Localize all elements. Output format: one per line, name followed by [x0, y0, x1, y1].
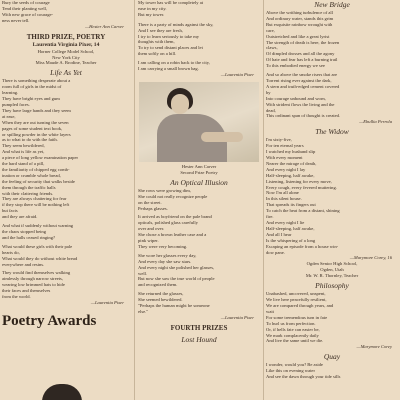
text-line: I am calling on a robin back to the city, — [138, 60, 210, 66]
text-line: Now I'm all alone — [266, 190, 299, 196]
poem-body — [266, 137, 398, 255]
text-line: The strength of death is here, the frozen — [266, 39, 340, 45]
text-line: And every night I lay — [266, 166, 306, 172]
text-line: dead, — [266, 107, 276, 113]
text-line: claws, — [266, 45, 278, 51]
winner-school — [2, 49, 130, 67]
text-line: She seemed bewildered. — [138, 297, 183, 303]
poem-fragment-top — [2, 0, 130, 24]
text-line: In this silent house. — [266, 196, 302, 202]
text-line: Into courage unbound and worn, — [266, 95, 326, 101]
text-line: And every day she saw stars. — [138, 258, 192, 264]
text-line: But exquisite rainbow wrought with — [266, 21, 333, 27]
text-line: Miss Maude A. Brodine, Teacher — [35, 60, 97, 66]
poem-title: Quay — [323, 352, 341, 362]
text-line: And every night I lie — [266, 220, 305, 225]
column-divider — [134, 0, 135, 400]
text-line: Or, if hells fate can easier be, — [266, 326, 320, 332]
text-line: I watched my husband slip — [266, 149, 316, 155]
text-line: learning. — [2, 90, 19, 96]
text-line: as to what to do with the faith. — [2, 137, 58, 143]
text-line: over and over. — [138, 226, 165, 232]
poem-title: The Widow — [315, 127, 349, 137]
text-line: They seem bewildered, — [2, 143, 45, 149]
text-line: This ordinant span of thought is created. — [266, 113, 341, 119]
text-line: Of dimpled drosses and all the agony — [266, 51, 335, 57]
portrait-photo — [42, 384, 82, 400]
photo-face — [171, 94, 189, 114]
text-line: Of hate and fear has left a burning trail — [266, 57, 338, 63]
text-line: the hard stand of a pill, — [2, 161, 45, 167]
text-line: With every moment — [266, 155, 303, 161]
signature: —Laurentia Pixer — [90, 299, 124, 305]
text-line: For ten eternal years — [266, 143, 304, 149]
text-line: She could not really recognize people — [138, 193, 208, 199]
text-line: aimlessly through narrow streets, — [2, 276, 63, 282]
text-line: pages of some student text book, — [2, 125, 63, 131]
text-line: Like this on evening water — [266, 368, 315, 374]
text-line: To hurl us from perfection. — [266, 320, 316, 326]
text-line: Escaping an episode from a house win- — [266, 243, 339, 249]
signature: —Ebullia Perrola — [359, 119, 392, 125]
text-line: care, — [266, 27, 275, 33]
text-line: And see the dawn through your tide sills — [266, 374, 341, 380]
text-line: It arrived as boyfriend on the pale brand — [138, 214, 212, 220]
text-line: With new grace of courage- — [2, 11, 54, 17]
text-line: There is a party of minds against the sky, — [138, 21, 214, 27]
portrait-photo — [139, 82, 259, 162]
text-line: To try to send distant places and let — [138, 45, 203, 51]
text-line: New York City — [52, 54, 80, 60]
text-line: everywhere and resins. — [2, 261, 45, 267]
prize-heading: FOURTH PRIZES — [170, 323, 228, 332]
text-line: They have large hands and they seem — [2, 107, 71, 113]
poem-body — [138, 188, 260, 315]
text-line: or spilling powder in the white layers — [2, 131, 71, 137]
section-title: Poetry Awards — [2, 312, 97, 329]
text-line: My tower has will be completely at — [138, 0, 204, 5]
text-line: And every night she polished her glasses, — [138, 264, 215, 270]
text-line: Unabashed, uncovered, unspent, — [266, 291, 326, 297]
text-line: a piece of long yellow examination paper — [2, 155, 79, 161]
text-line: I wonder, would you? Be aside — [266, 362, 323, 368]
text-line: but facts — [2, 208, 18, 214]
text-line: But my tower. — [138, 11, 165, 17]
poem-title: Life As Yet — [50, 68, 82, 78]
text-line: ination or crumble whole bread, — [2, 172, 61, 178]
text-line: And what if suddenly without warning — [2, 223, 74, 229]
text-line: When they are out turning the seven — [2, 119, 69, 125]
text-line: "Perhaps the human might be someone — [138, 303, 210, 309]
text-line: Listening, listening for every move, — [266, 178, 332, 184]
text-line: But now she saw the true world of people — [138, 276, 215, 282]
text-line: the familiarity of chipped egg comb- — [2, 166, 70, 172]
text-line: well. — [138, 270, 148, 276]
text-line: We live here peacefully resilient, — [266, 297, 327, 303]
text-line: them through the traffic halls — [2, 184, 56, 190]
winner-name: Laurentia Virginia Pixer, 14 — [32, 41, 100, 48]
text-line: pink wiper. — [138, 238, 159, 244]
text-line: hearts do, — [2, 249, 20, 255]
column-left — [2, 0, 130, 330]
text-line: if they stop there will be nothing left — [2, 202, 70, 208]
text-line: Outstretched and like a great lyrist — [266, 33, 330, 39]
text-line: What would they do without white bread — [2, 255, 78, 261]
text-line: by — [266, 89, 271, 95]
text-line: Is the whispering of a long — [266, 237, 316, 243]
text-line: opticals, polished glass carefully — [138, 220, 198, 226]
text-line: With strident flows the living and the — [266, 101, 335, 107]
text-line: Hester Ann Carver — [181, 163, 217, 169]
text-line: ease in my city. — [138, 5, 167, 11]
text-line: and they are afraid. — [2, 214, 38, 220]
text-line: And I see they are fresh, — [138, 27, 183, 33]
poem-fragment — [138, 22, 260, 72]
text-line: from the world. — [2, 294, 31, 300]
column-middle — [138, 0, 260, 345]
signature: —Laurentia Pixer — [220, 314, 254, 320]
text-line: and recognized them. — [138, 282, 178, 288]
text-line: They would find themselves walking — [2, 270, 71, 276]
poem-body — [266, 10, 398, 119]
poem-title: Philosophy — [315, 281, 349, 291]
text-line: They were very becoming. — [138, 243, 188, 249]
signature: —Marymore Corey, 16 — [349, 255, 392, 261]
text-line: They have bright eyes and gum — [2, 96, 60, 102]
text-line: Torrent rising ever against the dark, — [266, 77, 332, 83]
poem-body — [266, 291, 398, 344]
text-line: And what is life as yet, — [2, 149, 45, 155]
text-line: I try to learn seriously to take my — [138, 33, 200, 39]
text-line: They are always chattering for fear — [2, 196, 67, 202]
poem-title: Lost Hound — [181, 334, 217, 344]
signature: —Laurentia Pixer — [220, 71, 254, 77]
signature: —Marymore Corey — [356, 344, 392, 350]
text-line: on the street. — [138, 199, 162, 205]
text-line: She chose a brown leather case and a — [138, 232, 207, 238]
text-line: with their clattering friends. — [2, 190, 54, 196]
text-line: room full of girls in the midst of — [2, 84, 62, 90]
signature: —Hester Ann Carver — [85, 23, 124, 29]
text-line: We are compared through years, and — [266, 302, 334, 308]
photo-caption — [138, 164, 260, 176]
text-line: pumpled faces. — [2, 101, 30, 107]
text-line: their faces and themselves — [2, 288, 51, 294]
column-right — [266, 0, 398, 380]
text-line: That spreads its fingers out — [266, 202, 316, 208]
text-line: There is something desperate about a — [2, 78, 71, 84]
text-line: wearing low brimmed hats to hide — [2, 282, 65, 288]
text-line: She returned the glasses, — [138, 291, 184, 297]
text-line: them softly on a hill. — [138, 51, 177, 57]
text-line: the chaos stopped being — [2, 229, 47, 234]
poem-body — [2, 78, 130, 300]
text-line: at ease, — [2, 113, 16, 119]
text-line: and the halls ceased ringing? — [2, 234, 56, 240]
text-line: Mr. W. R. Thornley, Teacher — [305, 273, 359, 279]
text-line: dow pane. — [266, 249, 285, 255]
prize-heading: THIRD PRIZE, POETRY — [26, 32, 106, 41]
text-line: And all I hear — [266, 231, 292, 237]
text-line: For some tremendous turn in fate — [266, 314, 328, 320]
text-line: And so above the smoke risers that are — [266, 72, 338, 78]
text-line: A stern and truth-edged cement covered — [266, 83, 340, 89]
text-line: We mark complacently daily — [266, 332, 319, 338]
text-line: She rows were growing dim, — [138, 187, 191, 193]
text-line: Above the writhing turbulence of all — [266, 10, 333, 15]
text-line: And live the same until we die. — [266, 338, 324, 344]
text-line: the feeling of security that walks beside — [2, 178, 75, 184]
text-line: ness never tell. — [2, 17, 30, 23]
text-line: And ordinary water, stands this grim — [266, 15, 334, 21]
text-line: To this embodied energy we see — [266, 63, 325, 69]
text-line: Perhaps glasses. — [138, 205, 168, 211]
text-line: Every cough, every fevered muttering. — [266, 184, 337, 190]
text-line: I am carrying a small brown bag. — [138, 66, 199, 72]
text-line: Bury the seeds of courage — [2, 0, 50, 5]
photo-arm — [201, 132, 243, 142]
text-line: I'm sixty-five, — [266, 137, 292, 143]
text-line: Second Prize Poetry — [180, 169, 218, 175]
poem-title: New Bridge — [314, 0, 350, 9]
text-line: Half-sleeping, half awake, — [266, 172, 315, 178]
text-line: fire. — [266, 214, 274, 220]
text-line: thoughts with them, — [138, 39, 175, 45]
text-line: She wore her glasses every day, — [138, 252, 197, 258]
text-line: What would these girls with their pale — [2, 243, 73, 249]
text-line: Ogden, Utah — [320, 267, 344, 273]
text-line: Horner College Model School, — [37, 48, 95, 54]
text-line: Half-sleeping, half awake, — [266, 225, 315, 231]
text-line: Ogden Senior High School, — [306, 261, 358, 267]
poem-title: An Optical Illusion — [170, 177, 228, 187]
poem-body — [266, 362, 398, 380]
text-line: To catch the heat from a distant, shining — [266, 208, 340, 214]
text-line: wait — [266, 308, 274, 314]
text-line: Tend their planting well, — [2, 5, 48, 11]
column-divider — [263, 0, 264, 400]
winner-school — [266, 261, 398, 279]
text-line: Nearer the mirage of death, — [266, 160, 317, 166]
poem-fragment-top — [138, 0, 260, 18]
text-line: else." — [138, 309, 149, 314]
